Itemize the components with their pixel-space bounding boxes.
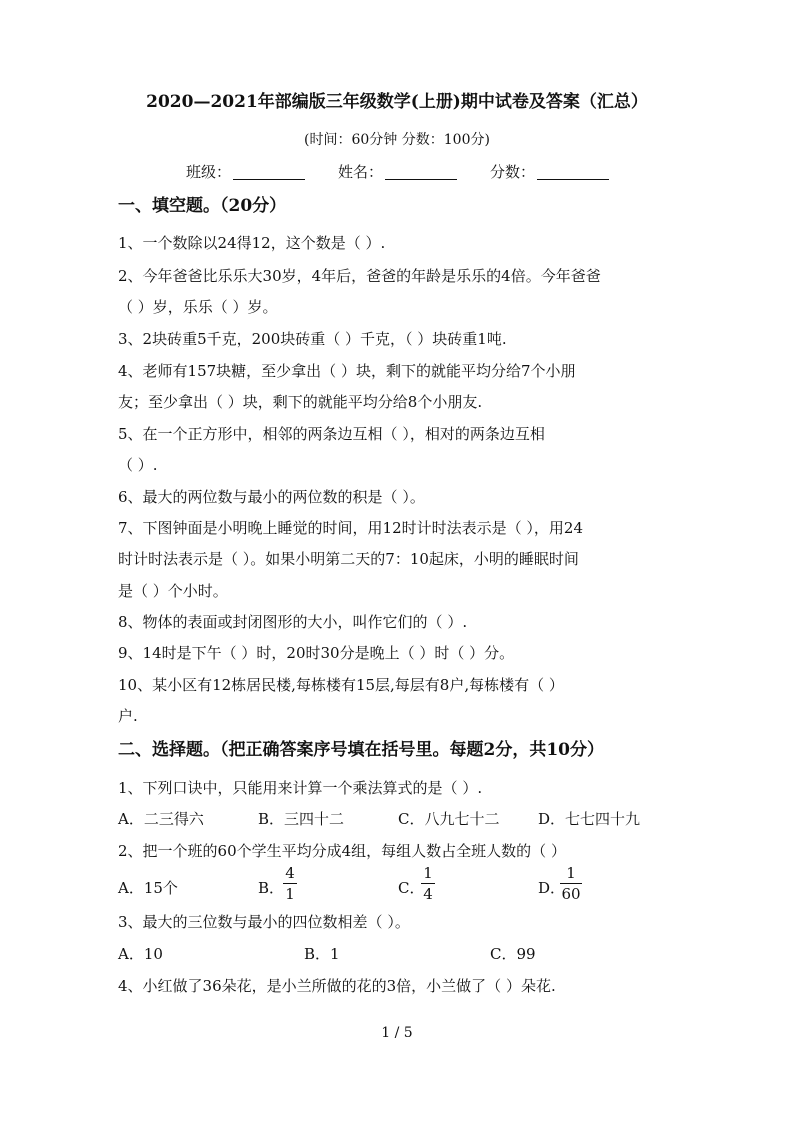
option-c-label: C． (398, 879, 425, 897)
question-line: 10、某小区有12栋居民楼,每栋楼有15层,每层有8户,每栋楼有（ ） (118, 676, 564, 694)
name-label: 姓名： (338, 163, 384, 181)
question-line: 2、今年爸爸比乐乐大30岁，4年后，爸爸的年龄是乐乐的4倍。今年爸爸 (118, 267, 601, 285)
score-blank[interactable] (537, 163, 609, 180)
name-blank[interactable] (385, 163, 457, 180)
option-c: C．八九七十二 (398, 810, 500, 828)
fraction-bar (560, 883, 582, 884)
numerator: 4 (285, 864, 295, 882)
exam-time-score: (时间：60分钟 分数：100分) (304, 132, 490, 148)
option-a: A．二三得六 (118, 810, 204, 828)
option-b: B．1 (304, 945, 340, 963)
choice-question-4: 4、小红做了36朵花，是小兰所做的花的3倍，小兰做了（ ）朵花. (118, 977, 556, 995)
page-title: 2020—2021年部编版三年级数学(上册)期中试卷及答案（汇总） (146, 92, 648, 112)
question-line: 4、老师有157块糖，至少拿出（ ）块，剩下的就能平均分给7个小朋 (118, 362, 576, 380)
denominator: 60 (561, 885, 581, 903)
denominator: 4 (423, 885, 433, 903)
option-a: A．10 (118, 945, 163, 963)
question-line: 6、最大的两位数与最小的两位数的积是（ ）。 (118, 488, 425, 506)
question-line: 8、物体的表面或封闭图形的大小，叫作它们的（ ）. (118, 613, 468, 631)
section-2-heading: 二、选择题。（把正确答案序号填在括号里。每题2分，共10分） (118, 740, 604, 760)
choice-question-1: 1、下列口诀中，只能用来计算一个乘法算式的是（ ）. (118, 779, 483, 797)
score-label: 分数： (490, 163, 536, 181)
class-field (186, 162, 305, 182)
name-field (338, 162, 457, 182)
fraction-bar (421, 883, 435, 884)
option-a: A．15个 (118, 879, 178, 897)
question-line: 友；至少拿出（ ）块，剩下的就能平均分给8个小朋友. (118, 393, 483, 411)
question-line: 户. (118, 707, 138, 725)
question-line: 时计时法表示是（ ）。如果小明第二天的7：10起床，小明的睡眠时间 (118, 550, 579, 568)
question-line: 5、在一个正方形中，相邻的两条边互相（ ），相对的两条边互相 (118, 425, 545, 443)
choice-question-2: 2、把一个班的60个学生平均分成4组，每组人数占全班人数的（ ） (118, 842, 566, 860)
fraction-bar (283, 883, 297, 884)
numerator: 1 (566, 864, 576, 882)
choice-question-3: 3、最大的三位数与最小的四位数相差（ ）。 (118, 913, 410, 931)
question-line: （ ）. (118, 456, 158, 474)
option-c: C．99 (490, 945, 536, 963)
option-b-label: B． (258, 879, 285, 897)
question-line: （ ）岁，乐乐（ ）岁。 (118, 298, 278, 316)
question-line: 3、2块砖重5千克，200块砖重（ ）千克，（ ）块砖重1吨. (118, 330, 507, 348)
question-line: 是（ ）个小时。 (118, 582, 228, 600)
denominator: 1 (285, 885, 295, 903)
option-d: D．七七四十九 (538, 810, 641, 828)
numerator: 1 (423, 864, 433, 882)
section-1-heading: 一、填空题。（20分） (118, 196, 287, 216)
question-line: 7、下图钟面是小明晚上睡觉的时间，用12时计时法表示是（ ），用24 (118, 519, 583, 537)
option-d-label: D． (538, 879, 566, 897)
option-b: B．三四十二 (258, 810, 345, 828)
class-blank[interactable] (233, 163, 305, 180)
fraction-1-over-4 (421, 864, 435, 903)
fraction-4-over-1 (283, 864, 297, 903)
class-label: 班级： (186, 163, 232, 181)
question-line: 9、14时是下午（ ）时，20时30分是晚上（ ）时（ ）分。 (118, 644, 515, 662)
question-line: 1、一个数除以24得12，这个数是（ ）. (118, 234, 386, 252)
score-field (490, 162, 609, 182)
page-number: 1 / 5 (381, 1025, 413, 1041)
fraction-1-over-60 (560, 864, 582, 903)
